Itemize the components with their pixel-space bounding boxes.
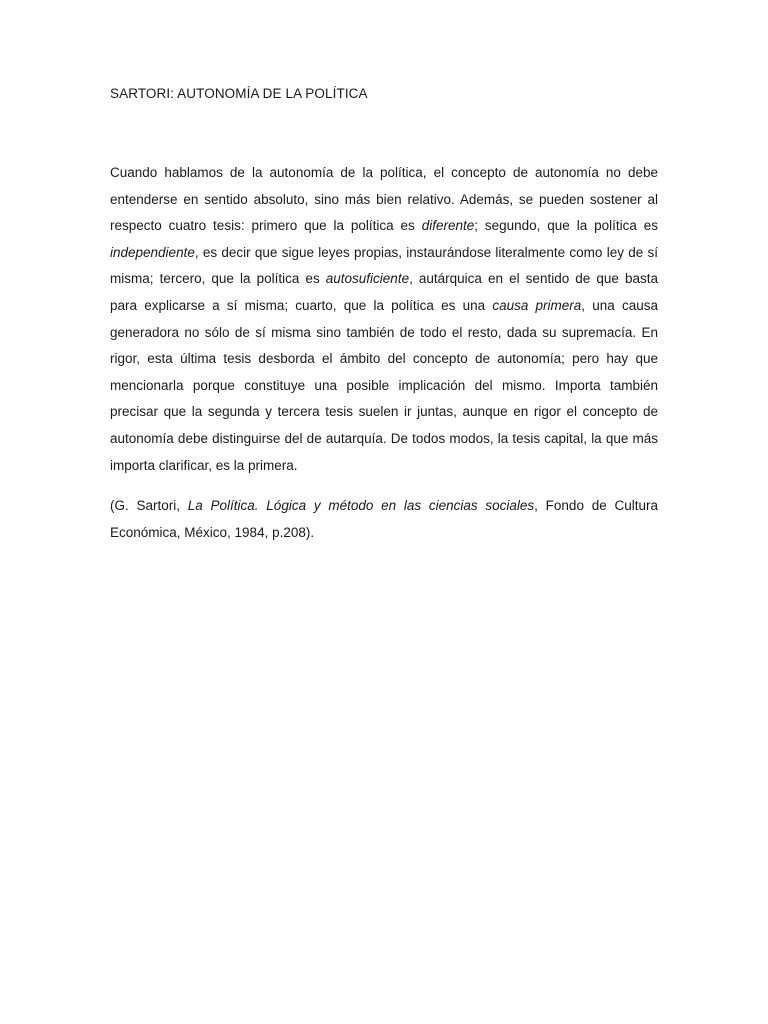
document-title: SARTORI: AUTONOMÍA DE LA POLÍTICA [110, 86, 368, 101]
emphasis-independiente: independiente [110, 244, 195, 260]
paragraph-text: ; segundo, que la política es [474, 218, 659, 234]
citation-book-title: La Política. Lógica y método en las ciencias sociales [187, 498, 535, 513]
body-paragraph [110, 160, 658, 479]
citation-text: (G. Sartori, [110, 498, 188, 513]
citation-text: , Fondo de Cultura Económica, México, 1984, p.208). [110, 498, 658, 540]
emphasis-diferente: diferente [421, 218, 475, 234]
emphasis-causa-primera: causa primera [492, 297, 582, 313]
emphasis-autosuficiente: autosuficiente [325, 271, 410, 287]
paragraph-text: , autárquica en el sentido de que basta para explicarse a sí misma; cuarto, que la política es una [110, 271, 658, 313]
citation-paragraph [110, 492, 658, 546]
paragraph-text: Cuando hablamos de la autonomía de la política, el concepto de autonomía no debe entenderse en sentido absoluto, sino más bien relativo. Además, se pueden sostener al respecto cuatro tesis: primero que la política es [110, 165, 658, 234]
paragraph-text: , una causa generadora no sólo de sí misma sino también de todo el resto, dada su supremacía. En rigor, esta última tesis desborda el ámbito del concepto de autonomía; pero hay que mencionarla porque constituye una posible implicación del mismo. Importa también precisar que la segunda y tercera tesis suelen ir juntas, aunque en rigor el concepto de autonomía debe distinguirse del de autarquía. De todos modos, la tesis capital, la que más importa clarificar, es la primera. [110, 297, 658, 473]
paragraph-text: , es decir que sigue leyes propias, instaurándose literalmente como ley de sí misma; tercero, que la política es [110, 244, 658, 287]
